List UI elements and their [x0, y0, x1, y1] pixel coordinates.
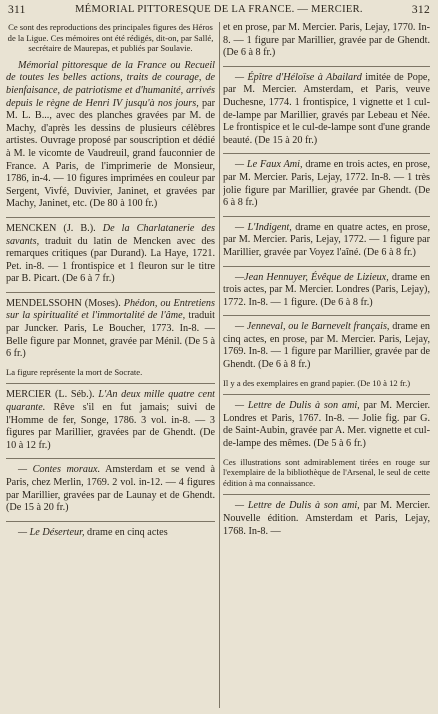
separator	[223, 153, 430, 154]
page-number-right: 312	[411, 4, 430, 16]
entry-title: De la Charlatanerie des savants,	[6, 222, 215, 247]
entry-text: Amsterdam et se vend à Paris, chez Merlin, 1769. 2 vol. in-12. — 4 figures par Marillier, gravées par de Launay et de Ghendt. (De 15 à 20 fr.)	[6, 464, 215, 514]
entry-text: par M. Mercier. Nouvelle édition. Amsterdam et Paris, Lejay, 1768. In-8. —	[223, 500, 430, 537]
entry-text: Rêve s'il en fut jamais; suivi de l'Homme de fer, Songe, 1786. 3 vol. in-8. — 3 figures par Marillier, gravées par de Ghendt. (De 10 à 12 fr.)	[6, 402, 215, 451]
separator	[223, 494, 430, 495]
running-title: MÉMORIAL PITTORESQUE DE LA FRANCE. — MERCIER.	[75, 4, 363, 15]
entry-memorial	[6, 60, 215, 211]
entry-text: drame en trois actes, en prose, par M. Mercier. Paris, Lejay, 1772. In-8. — 1 très jolie figure par Marillier, gravée par Ghendt. (De 6 à 8 fr.)	[223, 159, 430, 209]
entry-text: traduit du latin de Mencken avec des remarques critiques (par Durand). La Haye, 1721. Pet. in-8. — 1 frontispice et 1 fleuron sur le titre par B. Picart. (De 6 à 7 fr.)	[6, 235, 215, 285]
separator	[6, 521, 215, 522]
entry-title: Phédon, ou Entretiens sur la spiritualité et l'immortalité de l'âme,	[6, 297, 215, 322]
column-divider	[219, 22, 220, 708]
entry-text: par M. L. B..., avec des planches gravées par M. de Machy, d'après les dessins de plusieurs célèbres artistes. Ouvrage proposé par souscription et dédié à M. le vicomte de Vaudreuil, grand fauconnier de France. A Paris, de l'imprimerie de Monsieur, 1786, in-4. — 10 figures imprimées en couleur par Sergent, Vivfé, Duvivier, Janinet, et gravées par Machy, Janinet, etc. (De 80 à 100 fr.)	[6, 97, 215, 210]
entry-text: drame en trois actes, par M. Mercier. Londres (Paris, Lejay), 1772. In-8. — 1 figure. (De 6 à 8 fr.)	[223, 271, 430, 308]
entry-author: MENCKEN (J. B.).	[6, 222, 96, 234]
entry-text: imitée de Pope, par M. Mercier. Amsterdam, et Paris, veuve Duchesne, 1774. 1 frontispice, 1 vignette et 1 cul-de-lampe par Marillier, gravés par Lebeau et Née. Le frontispice et le cul-de-lampe sont d'une grande beauté. (De 15 à 20 fr.)	[223, 71, 430, 146]
entry-mercier-an2440	[6, 389, 215, 452]
entry-author: MERCIER (L. Séb.).	[6, 389, 95, 401]
entry-faux-ami	[223, 159, 430, 209]
entry-text: par M. Mercier. Londres et Paris, 1767. In-8. — Jolie fig. par G. de Saint-Aubin, gravée par A. Mer. vignette et cul-de-lampe des mêmes. (De 5 à 6 fr.)	[223, 400, 430, 450]
note-heros-ligue: Ce sont des reproductions des principales figures des Héros de la Ligue. Ces mémoires ont été rédigés, dit-on, par Sallé, secrétaire de Maurepas, et publiés par Soulavie.	[7, 22, 214, 54]
separator	[6, 383, 215, 384]
left-column	[6, 22, 215, 710]
note-grand-papier: Il y a des exemplaires en grand papier. (De 10 à 12 fr.)	[223, 377, 411, 388]
note-arsenal: Ces illustrations sont admirablement tirées en rouge sur l'exemplaire de la bibliothèque de l'Arsenal, le seul de cette édition à ma connaissance.	[223, 456, 430, 488]
entry-title: —Jean Hennuyer, Évêque de Lizieux,	[235, 271, 389, 283]
page-number-left: 311	[8, 4, 26, 16]
entry-title: — Jenneval, ou le Barnevelt français,	[235, 321, 390, 333]
entry-jean-hennuyer	[223, 272, 430, 310]
entry-title: — Le Faux Ami,	[235, 159, 303, 171]
separator	[223, 216, 430, 217]
entry-epitre	[223, 72, 430, 148]
entry-author: MENDELSSOHN (Moses).	[6, 297, 121, 309]
separator	[6, 217, 215, 218]
separator	[6, 292, 215, 293]
entry-text: drame en quatre actes, en prose, par M. Mercier. Paris, Lejay, 1772. — 1 figure par Marillier, gravée par Voyez l'aîné. (De 6 à 8 fr.)	[223, 221, 430, 258]
entry-title: — L'Indigent,	[235, 221, 292, 233]
entry-text: drame en cinq actes	[84, 526, 168, 538]
right-column	[223, 22, 430, 710]
entry-mendelssohn	[6, 298, 215, 361]
entry-contes-moraux	[6, 464, 215, 514]
separator	[223, 394, 430, 395]
separator	[223, 66, 430, 67]
entry-deserteur	[6, 527, 215, 540]
entry-deserteur-continued: et en prose, par M. Mercier. Paris, Lejay, 1770. In-8. — 1 figure par Marillier, gravée par de Ghendt. (De 6 à 8 fr.)	[223, 22, 430, 59]
entry-title: Mémorial pittoresque de la France ou Recueil de toutes les belles actions, traits de courage, de bienfaisance, de patriotisme et d'humanité, arrivés depuis le règne de Henri IV jusqu'à nos jours,	[6, 59, 215, 109]
entry-mencken	[6, 223, 215, 286]
separator	[6, 458, 215, 459]
entry-title: — Épître d'Héloïse à Abailard	[235, 71, 362, 83]
entry-text: traduit par Juncker. Paris, Le Boucher, 1773. In-8. — Belle figure par Monnet, gravée par Ménil. (De 5 à 6 fr.)	[6, 310, 215, 360]
entry-lettre-dulis-1768	[223, 500, 430, 538]
entry-title: L'An deux mille quatre cent quarante.	[6, 389, 215, 414]
entry-lettre-dulis-1767	[223, 400, 430, 450]
separator	[223, 315, 430, 316]
entry-text: drame en cinq actes, en prose, par M. Mercier. Paris, Lejay, 1769. In-8. — 1 figure par Marillier, gravée par de Ghendt. (De 6 à 8 fr.)	[223, 321, 430, 371]
entry-jenneval	[223, 321, 430, 371]
entry-title: — Lettre de Dulis à son ami,	[235, 400, 360, 412]
entry-indigent	[223, 222, 430, 260]
note-socrate: La figure représente la mort de Socrate.	[6, 366, 143, 377]
entry-title: — Le Déserteur,	[18, 526, 85, 538]
running-header	[8, 4, 430, 20]
separator	[223, 266, 430, 267]
entry-title: — Lettre de Dulis à son ami,	[235, 500, 360, 512]
entry-title: — Contes moraux.	[18, 464, 101, 476]
